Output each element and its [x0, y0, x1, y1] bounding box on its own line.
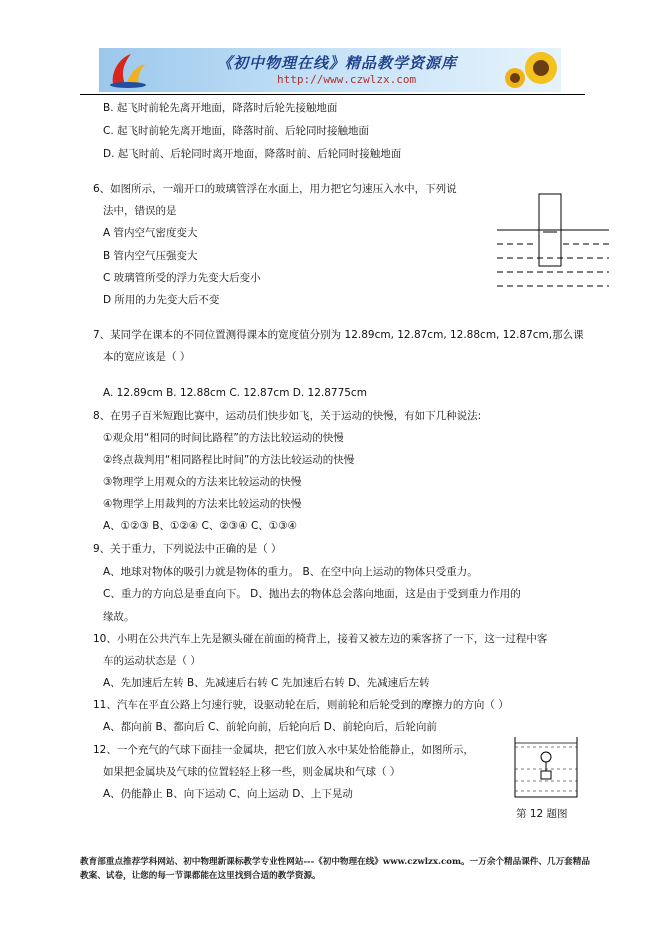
header-rule	[80, 94, 585, 95]
q12-stem: 12、一个充气的气球下面挂一金属块，把它们放入水中某处恰能静止，如图所示，	[93, 744, 474, 756]
q8-statement-3: ③物理学上用观众的方法来比较运动的快慢	[103, 476, 302, 488]
banner-url: http://www.czwlzx.com	[277, 73, 417, 86]
q12-options: A、仍能静止 B、向下运动 C、向上运动 D、上下晃动	[103, 788, 353, 800]
q7-stem: 7、某同学在课本的不同位置测得课本的宽度值分别为 12.89cm, 12.87cm, 12.88cm, 12.87cm,那么课	[93, 329, 584, 341]
q9-options-cont: 缘故。	[103, 611, 135, 623]
q6-option-c: C 玻璃管所受的浮力先变大后变小	[103, 272, 261, 284]
q8-statement-2: ②终点裁判用“相同路程比时间”的方法比较运动的快慢	[103, 454, 355, 466]
q12-figure-caption: 第 12 题图	[516, 808, 568, 820]
q12-balloon-figure	[513, 735, 579, 799]
q10-options: A、先加速后左转 B、先减速后右转 C 先加速后右转 D、先减速后左转	[103, 677, 430, 689]
q12-stem-cont: 如果把金属块及气球的位置轻轻上移一些，则金属块和气球（ ）	[103, 766, 401, 778]
q8-options: A、①②③ B、①②④ C、②③④ C、①③④	[103, 520, 298, 532]
q5-option-b: B. 起飞时前轮先离开地面，降落时后轮先接触地面	[103, 102, 338, 114]
q6-stem: 6、如图所示，一端开口的玻璃管浮在水面上，用力把它匀速压入水中，下列说	[93, 183, 457, 195]
q5-option-c: C. 起飞时前轮先离开地面，降落时前、后轮同时接触地面	[103, 125, 370, 137]
q9-stem: 9、关于重力，下列说法中正确的是（ ）	[93, 543, 282, 555]
page-footer: 教育部重点推荐学科网站、初中物理新课标教学专业性网站---《初中物理在线》www.czwlzx.com。一万余个精品课件、几万套精品教案、试卷，让您的每一节课都能在这里找到合适的教学资源。	[80, 857, 590, 881]
q6-tube-figure	[495, 192, 613, 292]
site-logo-icon	[105, 50, 151, 90]
q6-option-a: A 管内空气密度变大	[103, 227, 198, 239]
q6-option-b: B 管内空气压强变大	[103, 250, 198, 262]
q10-stem: 10、小明在公共汽车上先是额头碰在前面的椅背上，接着又被左边的乘客挤了一下，这一过程中客	[93, 633, 548, 645]
q7-options: A. 12.89cm B. 12.88cm C. 12.87cm D. 12.8775cm	[103, 387, 367, 399]
q9-options-ab: A、地球对物体的吸引力就是物体的重力。 B、在空中向上运动的物体只受重力。	[103, 566, 478, 578]
q7-stem-cont: 本的宽应该是（ ）	[103, 351, 191, 363]
q11-options: A、都向前 B、都向后 C、前轮向前，后轮向后 D、前轮向后，后轮向前	[103, 721, 437, 733]
q8-statement-1: ①观众用“相同的时间比路程”的方法比较运动的快慢	[103, 432, 344, 444]
q6-stem-cont: 法中，错误的是	[103, 205, 177, 217]
q8-statement-4: ④物理学上用裁判的方法来比较运动的快慢	[103, 498, 302, 510]
q10-stem-cont: 车的运动状态是（ ）	[103, 655, 201, 667]
banner-title: 《初中物理在线》精品教学资源库	[217, 54, 458, 72]
q8-stem: 8、在男子百米短跑比赛中，运动员们快步如飞，关于运动的快慢，有如下几种说法:	[93, 410, 482, 422]
sunflower-icon	[501, 48, 561, 92]
q11-stem: 11、汽车在平直公路上匀速行驶，设驱动轮在后，则前轮和后轮受到的摩擦力的方向（ ）	[93, 699, 509, 711]
q5-option-d: D. 起飞时前、后轮同时离开地面，降落时前、后轮同时接触地面	[103, 148, 402, 160]
q6-option-d: D 所用的力先变大后不变	[103, 294, 220, 306]
header-banner	[99, 48, 561, 92]
q9-options-cd: C、重力的方向总是垂直向下。 D、抛出去的物体总会落向地面，这是由于受到重力作用的	[103, 588, 521, 600]
